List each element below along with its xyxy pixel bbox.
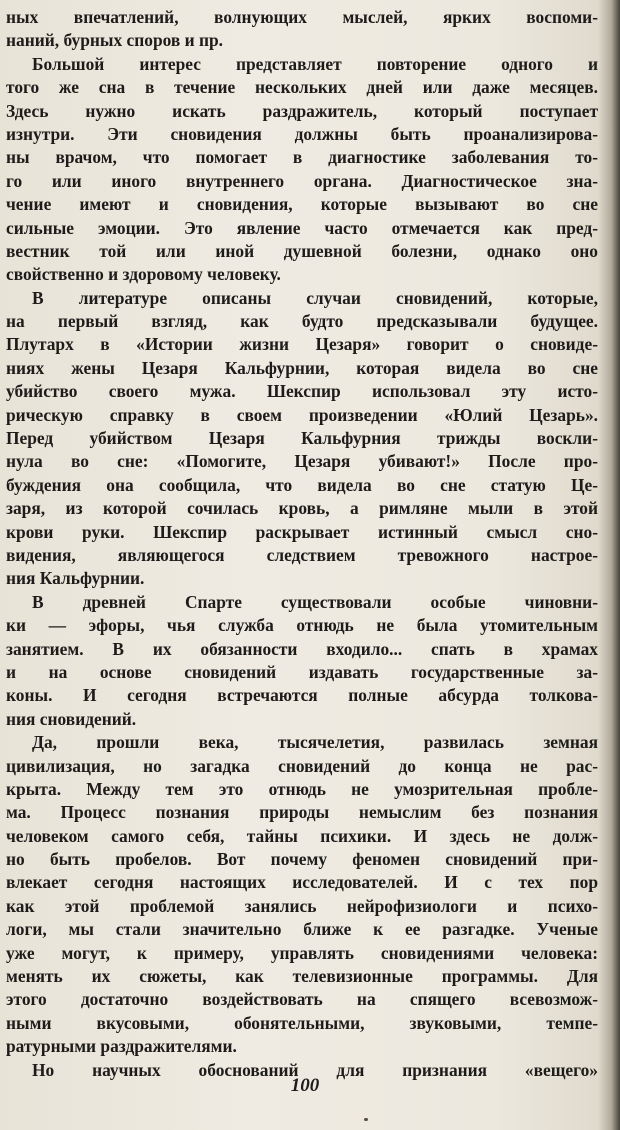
print-speck bbox=[364, 1118, 368, 1121]
text-line: нула во сне: «Помогите, Цезаря убивают!» После про- bbox=[6, 451, 598, 472]
text-line: буждения она сообщила, что видела во сне статую Це- bbox=[6, 474, 598, 495]
text-line: но быть пробелов. Вот почему феномен сновидений при- bbox=[6, 849, 598, 870]
text-line: вестник той или иной душевной болезни, однако оно bbox=[6, 240, 598, 261]
text-line: на первый взгляд, как будто предсказывали будущее. bbox=[6, 311, 598, 332]
body-text bbox=[6, 6, 598, 1082]
text-line: рическую справку в своем произведении «Юлий Цезарь». bbox=[6, 404, 598, 425]
text-line: ны врачом, что помогает в диагностике заболевания то- bbox=[6, 147, 598, 168]
text-line: наний, бурных споров и пр. bbox=[6, 30, 224, 51]
text-line: Перед убийством Цезаря Кальфурния трижды воскли- bbox=[6, 428, 598, 449]
text-line: чение имеют и сновидения, которые вызывают во сне bbox=[6, 194, 598, 215]
text-line: крыта. Между тем это отнюдь не умозрительная пробле- bbox=[6, 778, 598, 799]
text-line: крови руки. Шекспир раскрывает истинный смысл сно- bbox=[6, 521, 598, 542]
text-line: заря, из которой сочилась кровь, а римляне мыли в этой bbox=[6, 498, 598, 519]
text-line: изнутри. Эти сновидения должны быть проанализирова- bbox=[6, 123, 598, 144]
text-line: В древней Спарте существовали особые чиновни- bbox=[32, 591, 598, 612]
text-line: Да, прошли века, тысячелетия, развилась земная bbox=[32, 732, 598, 753]
text-line: того же сна в течение нескольких дней или даже месяцев. bbox=[6, 77, 598, 98]
text-line: ния сновидений. bbox=[6, 708, 137, 729]
spine-shadow bbox=[598, 0, 620, 1130]
text-line: этого достаточно воздействовать на спящего всевозмож- bbox=[6, 989, 598, 1010]
text-line: цивилизация, но загадка сновидений до конца не рас- bbox=[6, 755, 598, 776]
text-line: как этой проблемой занялись нейрофизиологи и психо- bbox=[6, 895, 598, 916]
text-line: В литературе описаны случаи сновидений, которые, bbox=[32, 287, 598, 308]
page-number: 100 bbox=[290, 1075, 320, 1096]
text-line: сильные эмоции. Это явление часто отмечается как пред- bbox=[6, 217, 598, 238]
text-line: ки — эфоры, чья служба отнюдь не была утомительным bbox=[6, 615, 598, 636]
text-line: ратурными раздражителями. bbox=[6, 1036, 237, 1057]
text-line: ния Кальфурнии. bbox=[6, 568, 145, 589]
text-line: ных впечатлений, волнующих мыслей, ярких воспоми- bbox=[6, 7, 598, 27]
text-line: го или иного внутреннего органа. Диагностическое зна- bbox=[6, 170, 598, 191]
text-line: Здесь нужно искать раздражитель, который поступает bbox=[6, 100, 598, 121]
text-line: и на основе сновидений издавать государственные за- bbox=[6, 661, 598, 682]
text-line: занятием. В их обязанности входило... спать в храмах bbox=[6, 638, 598, 659]
text-line: видения, являющегося следствием тревожного настрое- bbox=[6, 544, 598, 565]
text-line: Но научных обоснований для признания «вещего» bbox=[32, 1059, 598, 1080]
text-line: человеком самого себя, тайны психики. И здесь не долж- bbox=[6, 825, 598, 846]
text-line: коны. И сегодня встречаются полные абсурда толкова- bbox=[6, 685, 598, 706]
text-line: менять их сюжеты, как телевизионные программы. Для bbox=[6, 966, 598, 987]
text-line: уже могут, к примеру, управлять сновидениями человека: bbox=[6, 942, 598, 963]
text-line: ниях жены Цезаря Кальфурнии, которая видела во сне bbox=[6, 357, 598, 378]
text-line: влекает сегодня настоящих исследователей. И с тех пор bbox=[6, 872, 598, 893]
text-line: Большой интерес представляет повторение одного и bbox=[32, 53, 598, 74]
text-line: ма. Процесс познания природы немыслим без познания bbox=[6, 802, 598, 823]
text-line: логи, мы стали значительно ближе к ее разгадке. Ученые bbox=[6, 919, 598, 940]
text-line: убийство своего мужа. Шекспир использовал эту исто- bbox=[6, 381, 598, 402]
text-line: ными вкусовыми, обонятельными, звуковыми, темпе- bbox=[6, 1012, 598, 1033]
text-line: Плутарх в «Истории жизни Цезаря» говорит о сновиде- bbox=[6, 334, 598, 355]
text-line: свойственно и здоровому человеку. bbox=[6, 264, 281, 285]
